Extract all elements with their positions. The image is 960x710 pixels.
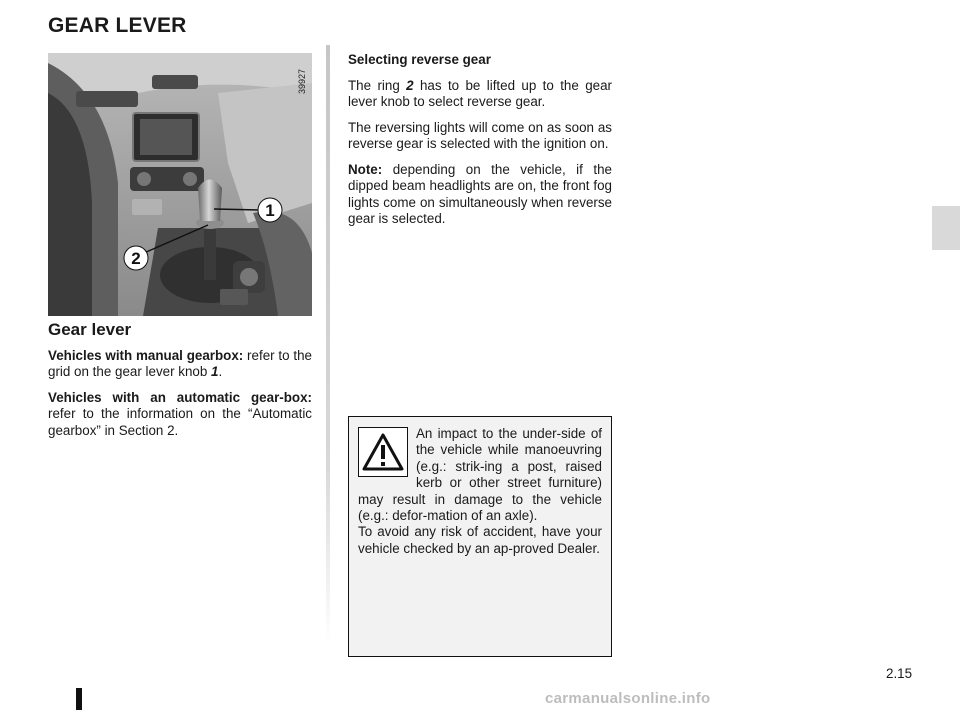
- warning-text: An impact to the under-side of the vehicle while manoeuvring (e.g.: strik-ing a post, raised kerb or other street furniture) may result in damage to the vehicle (e.g.: defor-mation of an axle).: [358, 426, 602, 524]
- column-divider: [326, 45, 330, 645]
- automatic-gearbox-text: refer to the information on the “Automatic gearbox” in Section 2.: [48, 406, 312, 438]
- note-paragraph: [348, 162, 612, 228]
- warning-advice: To avoid any risk of accident, have your vehicle checked by an ap-proved Dealer.: [358, 524, 602, 556]
- automatic-gearbox-label: Vehicles with an automatic gear-box:: [48, 389, 312, 405]
- watermark: carmanualsonline.info: [545, 690, 711, 707]
- reverse-ring-paragraph: [348, 78, 612, 111]
- note-text: depending on the vehicle, if the dipped beam headlights are on, the front fog lights come on simultaneously when reverse gear is selected.: [348, 161, 612, 226]
- callout-1: 1: [265, 201, 275, 220]
- note-label: Note:: [348, 161, 383, 177]
- section-heading: Gear lever: [48, 320, 132, 339]
- page-title: GEAR LEVER: [48, 14, 187, 37]
- manual-gearbox-text: refer to the grid on the gear lever knob: [48, 347, 313, 379]
- page-number: 2.15: [886, 666, 913, 681]
- warning-box: [348, 416, 612, 657]
- ref-1: 1: [211, 364, 219, 379]
- callout-2: 2: [131, 249, 141, 268]
- warning-triangle-icon: [358, 427, 408, 477]
- automatic-gearbox-paragraph: [48, 390, 312, 440]
- reverse-gear-heading: Selecting reverse gear: [348, 52, 491, 67]
- reverse-ring-text-b: has to be lifted up to the gear lever knob to select reverse gear.: [348, 77, 612, 109]
- ref-2: 2: [406, 77, 414, 93]
- period: .: [218, 364, 223, 379]
- reversing-lights-paragraph: The reversing lights will come on as soon as reverse gear is selected with the ignition on.: [348, 119, 612, 151]
- figure-reference-text: 39927: [297, 68, 307, 94]
- left-column: [48, 322, 312, 448]
- section-tab: [932, 206, 960, 250]
- right-column: [348, 52, 612, 237]
- corner-mark: [76, 688, 82, 710]
- reverse-ring-text-a: The ring: [348, 77, 407, 93]
- figure-reference: [296, 56, 308, 96]
- gear-lever-photo: [48, 53, 312, 316]
- manual-gearbox-label: Vehicles with manual gearbox:: [48, 347, 244, 363]
- manual-gearbox-paragraph: [48, 348, 312, 381]
